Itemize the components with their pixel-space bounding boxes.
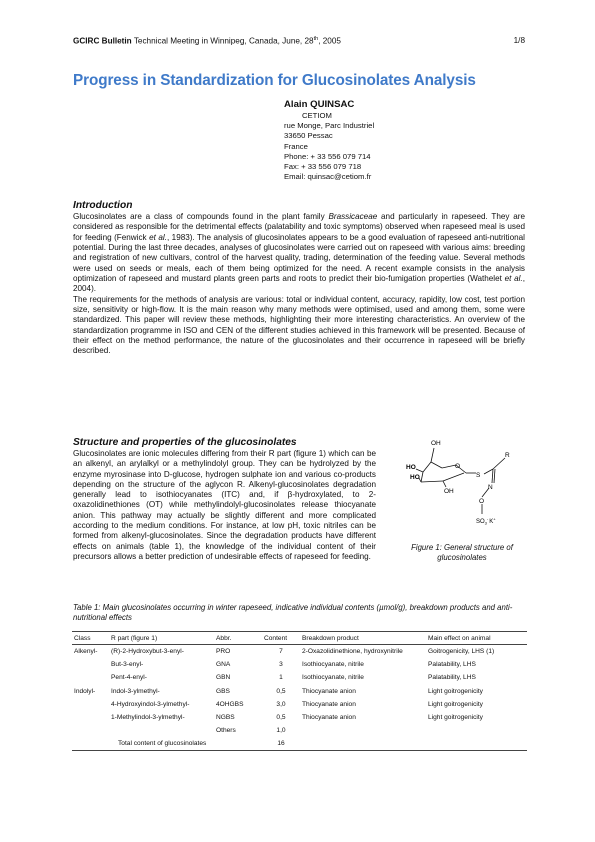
cell-empty [300, 724, 426, 737]
meeting-year: , 2005 [318, 36, 341, 46]
cell-content: 0,5 [276, 714, 286, 722]
cell-content: 3,0 [276, 700, 286, 708]
cell-class: Indolyl- [74, 687, 96, 695]
r-group-label: R [505, 452, 510, 459]
sulfur-label: S [476, 472, 481, 479]
cell-content: 1 [279, 674, 283, 682]
author-block [284, 99, 374, 182]
cell-effect: Light goitrogenicity [428, 687, 483, 695]
author-country: France [284, 141, 308, 151]
author-address2: 33650 Pessac [284, 131, 333, 141]
cell-empty [426, 724, 527, 737]
col-effect: Main effect on animal [426, 632, 527, 645]
cell-empty [426, 738, 527, 751]
cell-class [72, 658, 109, 671]
nitrogen-label: N [488, 484, 493, 491]
cell-content: 0,5 [276, 687, 286, 695]
oh-top-label: OH [431, 440, 441, 447]
header-meeting [73, 36, 341, 46]
col-abbr: Abbr. [214, 632, 262, 645]
table-row [72, 684, 527, 697]
cell-r-part: (R)-2-Hydroxybut-3-enyl- [111, 647, 184, 655]
intro-paragraph-1: Glucosinolates are a class of compounds found in the plant family Brassicaceae and particularly in rapeseed. They are considered as responsible for the detrimental effects (palatability and toxic symptoms) observed when rapeseed meal is used for feeding (Fenwick et al., 1983). The analysis of glucosinolates appears to be a good evaluation of rapeseed anti-nutritional potential. During the last three decades, analyses of glucosinolates were carried out on rapeseed with various aims: breeding and registration of new cultivars, control of the harvest quality, trading, determination of the feeding value. Several methods were used on seeds or meals, each of them being optimized for the need. A recent example consists in the analysis optimization of rapeseed and mustard plants green parts and roots to predict their bio-fumigation properties (Wathelet et al., 2004). [73, 212, 525, 294]
author-address1: rue Monge, Parc Industriel [284, 121, 375, 131]
col-content: Content [262, 632, 300, 645]
cell-breakdown: 2-Oxazolidinethione, hydroxynitrile [302, 647, 403, 655]
cell-effect: Light goitrogenicity [428, 700, 483, 708]
cell-r-part: But-3-enyl- [111, 660, 144, 668]
introduction-text [73, 212, 525, 357]
author-phone: Phone: + 33 556 079 714 [284, 151, 371, 161]
cell-effect: Light goitrogenicity [428, 714, 483, 722]
structure-heading: Structure and properties of the glucosinolates [73, 437, 297, 448]
cell-effect: Goitrogenicity, LHS (1) [428, 647, 495, 655]
table-row [72, 711, 527, 724]
table-row [72, 658, 527, 671]
intro-paragraph-2: The requirements for the methods of analysis are various: total or individual content, accuracy, rapidity, low cost, test portion size, sensitivity or high-flow. It is the main reason why many methods were optimised, used and among them, some were standardized. This paper will review these methods, highlighting their more interesting characteristics. An overview of the standardization programme in ISO and CEN of the different studies achieved in this framework will be presented. Because of their effect on the method performance, the nature of the glucosinolates and their occurrence in rapeseed will be briefly described. [73, 294, 525, 356]
ho-label-2: HO [410, 474, 420, 481]
cell-class [72, 711, 109, 724]
cell-r-part: Pent-4-enyl- [111, 674, 147, 682]
meeting-text: Technical Meeting in Winnipeg, Canada, June, 28 [131, 36, 314, 46]
cell-abbr: NGBS [216, 714, 235, 722]
glucosinolate-structure-figure [398, 435, 536, 541]
page-number: 1/8 [513, 36, 525, 45]
cell-abbr: PRO [216, 647, 231, 655]
bulletin-name: GCIRC Bulletin [73, 36, 132, 46]
cell-effect: Palatability, LHS [428, 660, 476, 668]
author-name: Alain QUINSAC [284, 99, 355, 110]
cell-effect: Palatability, LHS [428, 674, 476, 682]
table-row [72, 671, 527, 684]
cell-empty [300, 738, 426, 751]
author-org: CETIOM [302, 111, 332, 120]
introduction-heading: Introduction [73, 200, 133, 211]
sulfonate-label: $SO_3^-K^+$ [476, 516, 496, 526]
cell-content: 7 [279, 647, 283, 655]
cell-abbr: 4OHGBS [216, 700, 244, 708]
cell-abbr: GBN [216, 674, 231, 682]
table-caption: Table 1: Main glucosinolates occurring in winter rapeseed, indicative individual contents (µmol/g), breakdown products and anti-nutritional effects [73, 603, 513, 622]
cell-breakdown: Thiocyanate anion [302, 687, 356, 695]
ho-label-1: HO [406, 464, 416, 471]
paper-title: Progress in Standardization for Glucosinolates Analysis [73, 72, 476, 89]
ring-oxygen-label: O [455, 463, 461, 470]
table-row [72, 645, 527, 658]
cell-content: 3 [279, 660, 283, 668]
table-row-total [72, 738, 527, 751]
cell-empty [109, 724, 214, 737]
cell-class [72, 671, 109, 684]
cell-r-part: 4-Hydroxyindol-3-ylmethyl- [111, 700, 190, 708]
cell-r-part: 1-Methylindol-3-ylmethyl- [111, 714, 185, 722]
cell-abbr: GBS [216, 687, 230, 695]
cell-r-part: Indol-3-ylmethyl- [111, 687, 160, 695]
author-fax: Fax: + 33 556 079 718 [284, 162, 362, 172]
author-email[interactable]: Email: quinsac@cetiom.fr [284, 172, 372, 182]
structure-text: Glucosinolates are ionic molecules differing from their R part (figure 1) which can be an alkenyl, an arylalkyl or a methylindolyl group. They can be hydrolyzed by the enzyme myrosinase into D-glucose, hydrogen sulphate ion and various co-products depending on the structure of the aglycon R. Alkenyl-glucosinolates degradation generally lead to isothiocyanates (ITC) and, if β-hydroxylated, to 2-oxazolidinethiones (OT) while methylindolyl-glucosinolates release thiocyanate anion. This pathway may actually be slightly different and more complicated according to the medium conditions. For instance, at low pH, toxic nitriles can be formed from alkenyl-glucosinolates. Since the degradation products have different effects on animals (table 1), the knowledge of the individual content of their precursors allows a better prediction of undesirable effects of rapeseed for feeding. [73, 449, 376, 561]
cell-breakdown: Thiocyanate anion [302, 714, 356, 722]
running-header [73, 36, 525, 46]
oxygen-label: O [479, 498, 485, 505]
cell-others-value: 1,0 [276, 727, 286, 735]
cell-breakdown: Isothiocyanate, nitrile [302, 674, 364, 682]
col-class: Class [72, 632, 109, 645]
figure-caption: Figure 1: General structure of glucosinolates [411, 543, 513, 562]
table-row [72, 698, 527, 711]
cell-breakdown: Thiocyanate anion [302, 700, 356, 708]
cell-total-label: Total content of glucosinolates [72, 738, 262, 751]
cell-breakdown: Isothiocyanate, nitrile [302, 660, 364, 668]
glucosinolates-table [72, 631, 527, 751]
table-row-others [72, 724, 527, 737]
cell-total-value: 16 [262, 738, 300, 751]
oh-bottom-label: OH [444, 488, 454, 495]
cell-class: Alkenyl- [74, 647, 98, 655]
cell-others-label: Others [216, 727, 236, 735]
cell-abbr: GNA [216, 660, 231, 668]
cell-empty [72, 724, 109, 737]
table-header-row [72, 632, 527, 645]
col-breakdown: Breakdown product [300, 632, 426, 645]
cell-class [72, 698, 109, 711]
meeting-sup: th [313, 36, 319, 42]
col-r-part: R part (figure 1) [109, 632, 214, 645]
